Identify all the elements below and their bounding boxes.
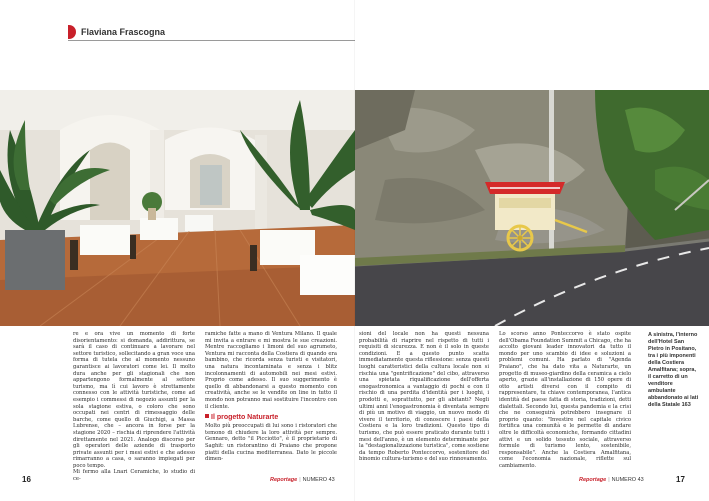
magazine-brand: Reportage	[579, 477, 607, 483]
magazine-brand: Reportage	[270, 477, 298, 483]
text-column-1	[73, 331, 195, 483]
page-spine	[354, 0, 355, 501]
text-column-2	[205, 331, 337, 463]
square-bullet-icon	[205, 414, 209, 418]
photo-caption: A sinistra, l'interno dell'Hotel San Pietro in Positano, tra i più imponenti della Costiera Amalfitana; sopra, il carretto di un venditore ambulante abbandonato ai lati della Statale 163	[648, 332, 699, 408]
paragraph: ramiche fatte a mano di Ventura Milano. Il quale mi invita a entrare e mi mostra le sue creazioni. Mentre raccogliamo i limoni del suo agrumeto, Ventura mi racconta della Costiera di quando era bambino, che ricorda senza turisti e visitatori, una natura incontaminata e senza i blitz incolonnamenti di automobili nei mesi estivi. Proprio come adesso. Il suo suggerimento è quello di abbandonarsi a questo momento con creatività, anche se le vendite on line in tutto il mondo non potranno mai sostituire l'incontro con il cliente.	[205, 331, 337, 410]
section-subhead	[205, 413, 337, 422]
author-name: Flaviana Frascogna	[81, 27, 166, 37]
text-column-4	[499, 331, 631, 469]
paragraph: sioni del locale non ha questi nessuna probabilità di riaprire nel rispetto di tutti i requisiti di sicurezza. E non è il solo in queste condizioni. E a questo punto scatta immediatamente questa riflessione: senza questi luoghi caratteristici della cultura locale non si rischia una "gentrificazione" del cibo, attraverso una spietata riqualificazione dell'offerta enogastronomica a vantaggio di pochi e con il rischio di una perdita d'identità per i luoghi, i prodotti e, soprattutto, per gli abitanti? Negli ultimi anni l'enogastronomia è diventata sempre di più un motivo di viaggio, un nuovo modo di vivere il territorio, di conoscere i paesi della Costiera e la loro tradizioni. Questo tipo di turismo, che può essere praticato durante tutti i mesi dell'anno, è un elemento determinante per la "destagionalizzazione turistica", come sostiene da tempo Roberto Ponteccorvo, sostenitore del binomio cultura-turismo e del suo rinnovamento.	[359, 331, 489, 463]
author-rule	[68, 40, 355, 41]
footer-right: Reportage | NUMERO 43	[579, 477, 644, 483]
page-number-right: 17	[676, 475, 685, 484]
page-number-left: 16	[22, 475, 31, 484]
issue-number: NUMERO 43	[611, 477, 644, 483]
paragraph: Lo scorso anno Ponteccorvo è stato ospite dell'Obama Foundation Summit a Chicago, che ha accolto giovani leader innovatori da tutto il mondo per uno scambio di idee e soluzioni a problemi comuni. Ha parlato di "Agenda Praiano", che ha dato vita a Naturarte, un progetto di museo-giardino della ceramica a cielo aperto, grazie all'installazione di 150 opere di otto artisti diversi con il compito di rappresentare, tu chiave contemporanea, l'antica identità del paese fatta di storia, tradizioni, detti dialettali. Secondo lui, questa pandemia e la crisi che ne conseguirà potrebbero insegnare il proprio quanto: "Investire nel capitale civico fortifica una comunità e le permette di andare oltre le difficoltà economiche, formando cittadini attivi e un solido tessuto sociale, attraverso formule di turismo lento, sostenibile, responsabile". Anche la Costiera Amalfitana, come l'economia nazionale, riflette sul cambiamento.	[499, 331, 631, 469]
subhead-text: Il progetto Naturarte	[211, 414, 279, 422]
issue-number: NUMERO 43	[302, 477, 335, 483]
footer-left: Reportage | NUMERO 43	[270, 477, 335, 483]
text-column-3	[359, 331, 489, 463]
hotel-lobby-photo	[0, 90, 355, 326]
paragraph: Molto più preoccupati di lui sono i ristoratori che temono di chiudere la loro attività per sempre. Gennaro, detto "il Picciotto", è il proprietario di Saghit: un ristorantino di Praiano che propone piatti della cucina mediterranea. Dato le piccole dimen-	[205, 423, 337, 463]
paragraph: re e ora vive un momento di forte disorientamento: si domanda, addirittura, se sarà il caso di continuare a lavorare nel settore turistico, sollecitando a gran voce una forma di tutela che al momento nessuno garantisce ai lavoratori come lei. Il molto dura anche per gli stagionali che non appartengono formalmente al settore turismo, ma lì cui lavoro è strettamente connesso con le attività turistiche, come ad esempio i commessi di negozio assunti per la sola stagione estiva, o coloro che sono occupati nei centri di rimessaggio delle barche, come quello di Giuchigi, a Massa Lubrense, che – ancora in forse per la stagione 2020 – rischia di riprendere l'attività direttamente nel 2021. Analogo discorso per gli operatori delle aziende di trasporto private assunti per i mesi estivi e che adesso rimarranno a casa, o saranno impiegati per poco tempo.	[73, 331, 195, 469]
paragraph: Mi fermo alla Lnari Ceramiche, lo studio di ce-	[73, 469, 195, 483]
cart-roadside-photo	[355, 90, 709, 326]
